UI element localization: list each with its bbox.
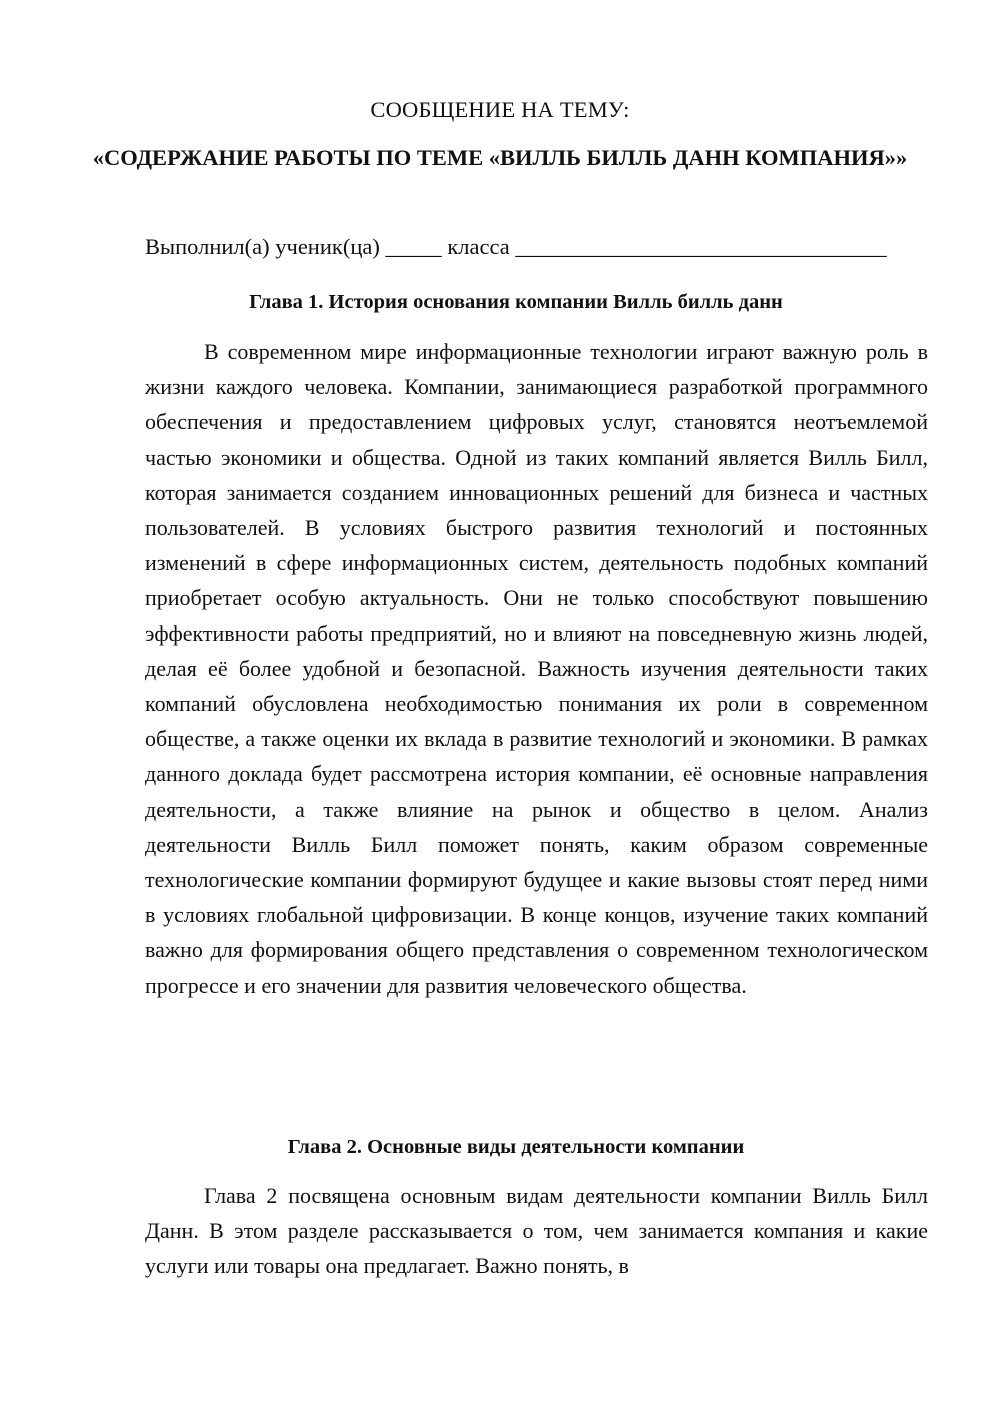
chapter-2-paragraph: Глава 2 посвящена основным видам деятельности компании Вилль Билл Данн. В этом разделе рассказывается о том, чем занимается компания и какие услуги или товары она предлагает. Важно понять, в [145, 1183, 928, 1279]
chapter-2-heading: Глава 2. Основные виды деятельности компании [287, 1136, 745, 1158]
author-line: Выполнил(а) ученик(ца) _____ класса _________________________________ [145, 234, 887, 259]
document-title: «СОДЕРЖАНИЕ РАБОТЫ ПО ТЕМЕ «ВИЛЛЬ БИЛЛЬ ДАНН КОМПАНИЯ»» [92, 145, 908, 170]
chapter-1-heading: Глава 1. История основания компании Вилль билль данн [249, 291, 783, 313]
topic-heading: СООБЩЕНИЕ НА ТЕМУ: [370, 97, 630, 122]
chapter-1-paragraph: В современном мире информационные технологии играют важную роль в жизни каждого человека. Компании, занимающиеся разработкой программного обеспечения и предоставлением цифровых услуг, становятся неотъемлемой частью экономики и общества. Одной из таких компаний является Вилль Билл, которая занимается созданием инновационных решений для бизнеса и частных пользователей. В условиях быстрого развития технологий и постоянных изменений в сфере информационных систем, деятельность подобных компаний приобретает особую актуальность. Они не только способствуют повышению эффективности работы предприятий, но и влияют на повседневную жизнь людей, делая её более удобной и безопасной. Важность изучения деятельности таких компаний обусловлена необходимостью понимания их роли в современном обществе, а также оценки их вклада в развитие технологий и экономики. В рамках данного доклада будет рассмотрена история компании, её основные направления деятельности, а также влияние на рынок и общество в целом. Анализ деятельности Вилль Билл поможет понять, каким образом современные технологические компании формируют будущее и какие вызовы стоят перед ними в условиях глобальной цифровизации. В конце концов, изучение таких компаний важно для формирования общего представления о современном технологическом прогрессе и его значении для развития человеческого общества. [145, 339, 928, 998]
